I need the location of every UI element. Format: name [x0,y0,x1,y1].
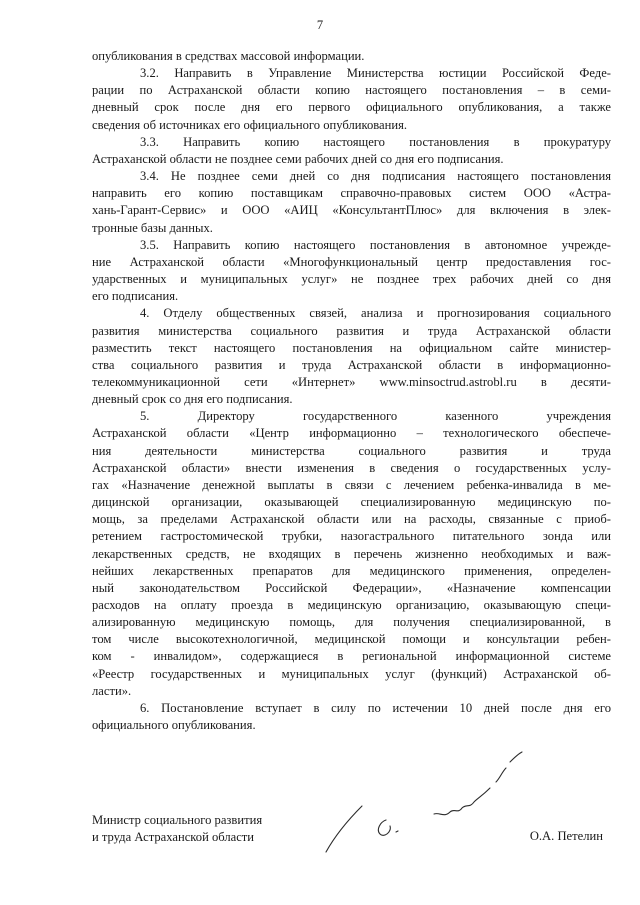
paragraph [92,700,611,734]
text-line: ласти». [92,683,132,698]
paragraph [92,48,611,65]
paragraph [92,168,611,237]
text-line: ние Астраханской области «Многофункциональный центр предоставления гос- [92,254,611,269]
paragraph [92,237,611,306]
text-line: нейших лекарственных препаратов для медицинского применения, определен- [92,563,611,578]
text-line: 3.4. Не позднее семи дней со дня подписания настоящего постановления [140,169,611,184]
text-line: дневный срок после дня его первого официального опубликования, а также [92,100,611,115]
paragraph [92,134,611,168]
text-line: сведения об источниках его официального опубликования. [92,117,408,132]
signer-name: О.А. Петелин [529,829,603,843]
text-line: рации по Астраханской области копию настоящего постановления – в семи- [92,83,611,98]
signature-block [92,812,611,852]
paragraph [92,305,611,408]
text-line: «Реестр государственных и муниципальных услуг (функций) Астраханской об- [92,666,611,681]
text-line: официального опубликования. [92,718,256,733]
text-line: 6. Постановление вступает в силу по истечении 10 дней после дня его [140,700,611,715]
text-line: Астраханской области не позднее семи рабочих дней со дня его подписания. [92,151,504,166]
text-line: телекоммуникационной сети «Интернет» www.minsoctrud.astrobl.ru в десяти- [92,374,611,389]
text-line: ударственных и муниципальных услуг» не позднее трех рабочих дней со дня [92,272,611,287]
document-body [92,48,611,734]
text-line: ализированную медицинскую помощь, для получения специализированной, в [92,615,611,630]
text-line: его подписания. [92,289,179,304]
text-line: том числе высокотехнологичной, медицинской помощи и консультации ребен- [92,632,611,647]
paragraph [92,408,611,700]
text-line: разместить текст настоящего постановления на официальном сайте министер- [92,340,611,355]
signer-position-line2: и труда Астраханской области [92,830,255,845]
page-number: 7 [316,18,324,32]
signer-position-line1: Министр социального развития [92,813,263,827]
text-line: 3.2. Направить в Управление Министерства юстиции Российской Феде- [140,66,611,81]
text-line: ства социального развития и труда Астраханской области в информационно- [92,357,611,372]
paragraph [92,65,611,134]
text-line: гах «Назначение денежной выплаты в связи с лечением ребенка-инвалида в ме- [92,477,611,492]
signer-position [92,812,262,846]
text-line: тронные базы данных. [92,220,213,235]
text-line: направить его копию поставщикам справочно-правовых систем ООО «Астра- [92,186,611,201]
text-line: хань-Гарант-Сервис» и ООО «АИЦ «КонсультантПлюс» для включения в элек- [92,203,611,218]
text-line: Астраханской области» внести изменения в сведения о государственных услу- [92,460,611,475]
text-line: ния деятельности министерства социального развития и труда [92,443,611,458]
text-line: опубликования в средствах массовой информации. [92,49,365,63]
text-line: 3.5. Направить копию настоящего постановления в автономное учрежде- [140,237,611,252]
text-line: развития министерства социального развития и труда Астраханской области [92,323,611,338]
text-line: Астраханской области «Центр информационно – технологического обеспече- [92,426,611,441]
text-line: ретением гастростомической трубки, назогастрального питательного зонда или [92,529,611,544]
text-line: дневный срок со дня его подписания. [92,392,293,407]
text-line: ком - инвалидом», содержащиеся в региональной информационной системе [92,649,611,664]
text-line: 3.3. Направить копию настоящего постановления в прокуратуру [140,134,611,149]
text-line: расходов на оплату проезда в медицинскую организацию, оказывающую специ- [92,598,611,612]
text-line: 4. Отделу общественных связей, анализа и прогнозирования социального [140,306,611,321]
text-line: лекарственных средств, не входящих в перечень жизненно необходимых и важ- [92,546,611,561]
text-line: мощь, за пределами Астраханской области или на расходы, связанные с приоб- [92,512,611,527]
text-line: ный законодательством Российской Федерации», «Назначение компенсации [92,580,611,595]
text-line: дицинской организации, оказывающей специализированную медицинскую по- [92,495,611,510]
text-line: 5. Директору государственного казенного учреждения [140,409,611,424]
